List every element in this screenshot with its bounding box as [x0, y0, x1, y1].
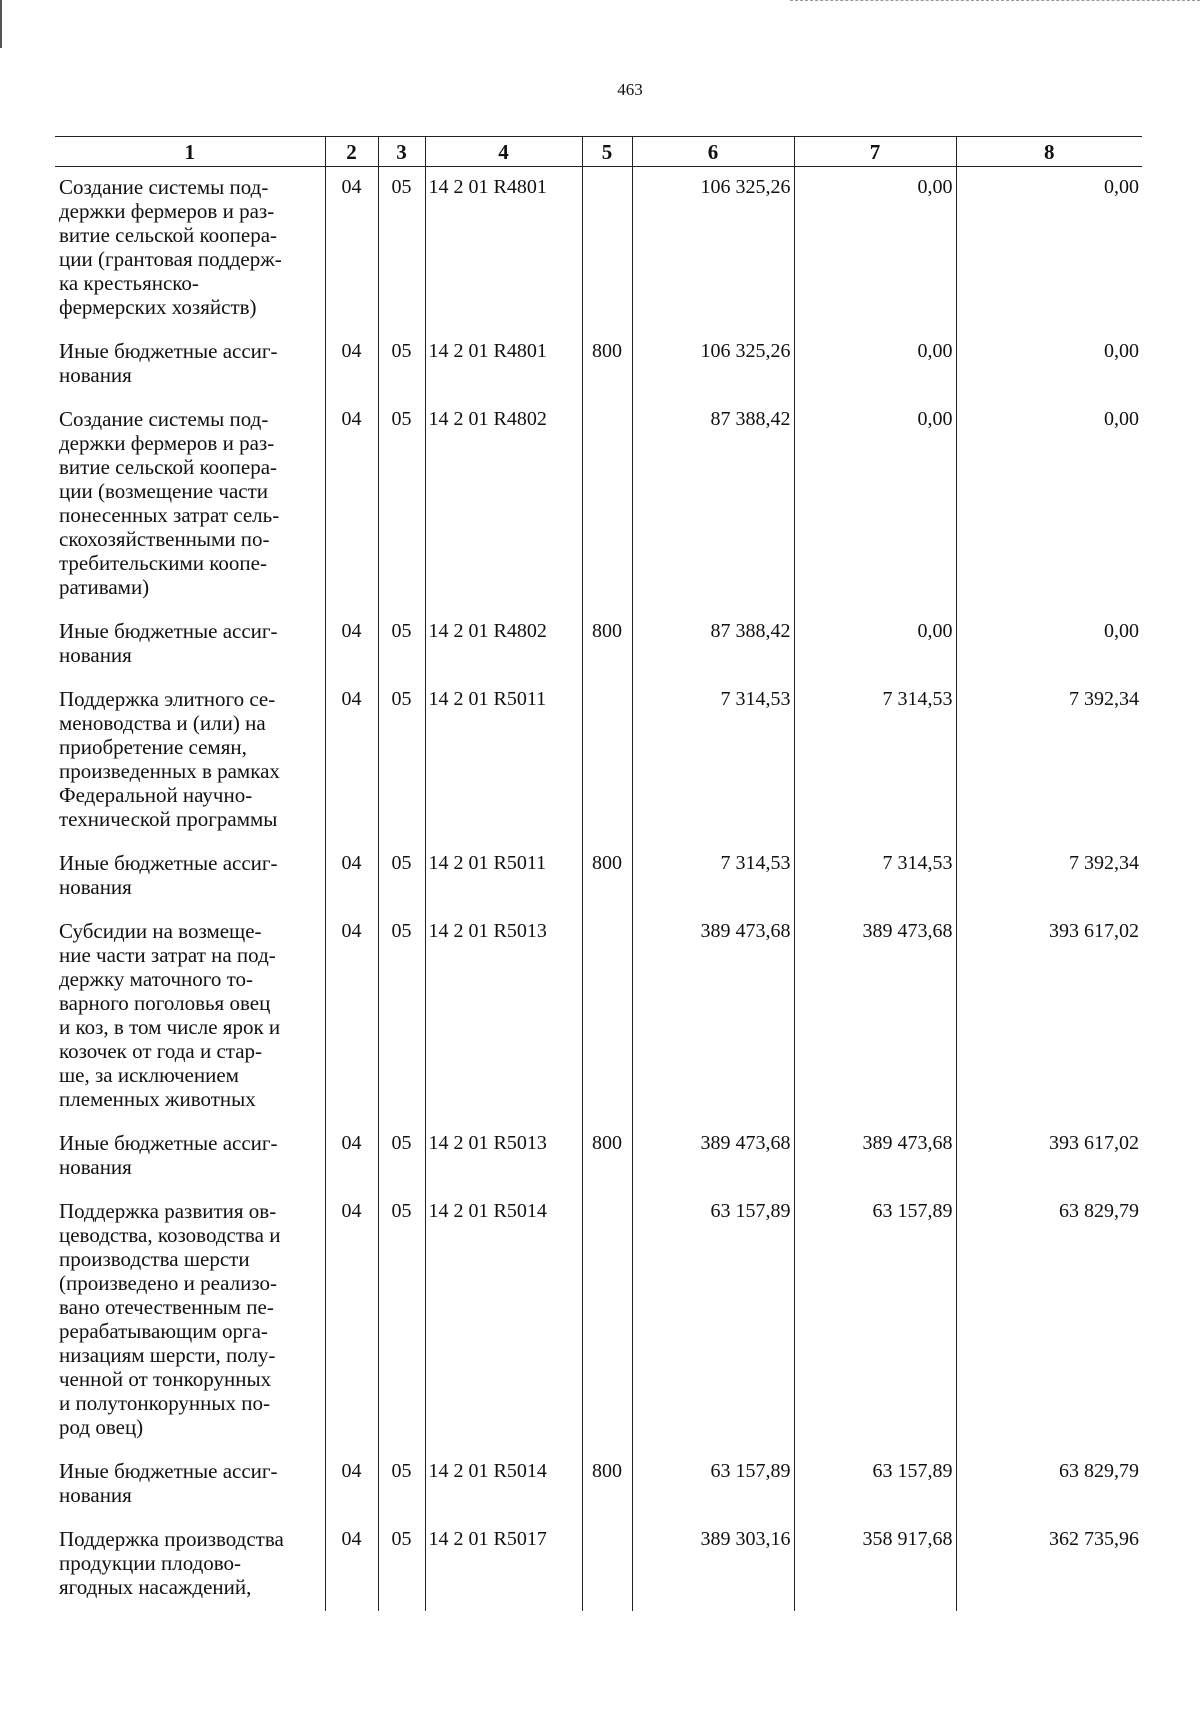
amount-col8-cell: 7 392,34	[956, 843, 1142, 911]
table-row	[55, 1451, 1142, 1519]
item-name-cell: Создание системы под- держки фермеров и раз- витие сельской коопера- ции (грантовая поддерж- ка крестьянско- фермерских хозяйств)	[59, 175, 282, 319]
section-code-cell: 04	[325, 1451, 378, 1519]
amount-col6-cell: 63 157,89	[632, 1451, 794, 1519]
scan-edge-top	[790, 0, 1200, 2]
target-article-cell: 14 2 01 R5014	[425, 1191, 582, 1451]
expense-type-cell: 800	[582, 843, 632, 911]
column-header: 5	[582, 137, 632, 167]
table-row	[55, 1519, 1142, 1611]
target-article-cell: 14 2 01 R5011	[425, 843, 582, 911]
section-code-cell: 04	[325, 611, 378, 679]
amount-col8-cell: 63 829,79	[956, 1191, 1142, 1451]
table-header-row	[55, 137, 1142, 167]
amount-col8-cell: 63 829,79	[956, 1451, 1142, 1519]
target-article-cell: 14 2 01 R5017	[425, 1519, 582, 1611]
column-header: 3	[378, 137, 425, 167]
amount-col6-cell: 87 388,42	[632, 611, 794, 679]
item-name-cell: Иные бюджетные ассиг- нования	[59, 1131, 278, 1179]
amount-col6-cell: 7 314,53	[632, 843, 794, 911]
table-row	[55, 331, 1142, 399]
target-article-cell: 14 2 01 R4801	[425, 167, 582, 332]
subsection-code-cell: 05	[378, 331, 425, 399]
amount-col7-cell: 389 473,68	[794, 911, 956, 1123]
expense-type-cell: 800	[582, 331, 632, 399]
subsection-code-cell: 05	[378, 911, 425, 1123]
amount-col8-cell: 393 617,02	[956, 911, 1142, 1123]
item-name-cell: Иные бюджетные ассиг- нования	[59, 1459, 278, 1507]
column-header: 1	[55, 137, 325, 167]
section-code-cell: 04	[325, 1519, 378, 1611]
section-code-cell: 04	[325, 679, 378, 843]
amount-col7-cell: 0,00	[794, 399, 956, 611]
table-body	[55, 167, 1142, 1612]
amount-col8-cell: 0,00	[956, 167, 1142, 332]
subsection-code-cell: 05	[378, 1123, 425, 1191]
section-code-cell: 04	[325, 331, 378, 399]
table-row	[55, 167, 1142, 332]
column-header: 6	[632, 137, 794, 167]
amount-col8-cell: 7 392,34	[956, 679, 1142, 843]
target-article-cell: 14 2 01 R4802	[425, 399, 582, 611]
column-header: 7	[794, 137, 956, 167]
item-name-cell: Субсидии на возмеще- ние части затрат на под- держку маточного то- варного поголовья овец и коз, в том числе ярок и козочек от года и стар- ше, за исключением племенных животных	[59, 919, 281, 1111]
subsection-code-cell: 05	[378, 1519, 425, 1611]
table-row	[55, 1123, 1142, 1191]
item-name-cell: Поддержка элитного се- меноводства и (или) на приобретение семян, произведенных в рамках Федеральной научно- технической программы	[59, 687, 280, 831]
section-code-cell: 04	[325, 911, 378, 1123]
scan-edge-left	[0, 0, 2, 48]
amount-col6-cell: 389 473,68	[632, 1123, 794, 1191]
column-header: 2	[325, 137, 378, 167]
table-row	[55, 911, 1142, 1123]
subsection-code-cell: 05	[378, 679, 425, 843]
subsection-code-cell: 05	[378, 167, 425, 332]
page-number: 463	[617, 80, 643, 99]
amount-col6-cell: 389 473,68	[632, 911, 794, 1123]
amount-col7-cell: 358 917,68	[794, 1519, 956, 1611]
amount-col7-cell: 63 157,89	[794, 1191, 956, 1451]
item-name-cell: Иные бюджетные ассиг- нования	[59, 339, 278, 387]
amount-col7-cell: 0,00	[794, 611, 956, 679]
expense-type-cell	[582, 679, 632, 843]
section-code-cell: 04	[325, 399, 378, 611]
amount-col8-cell: 393 617,02	[956, 1123, 1142, 1191]
amount-col7-cell: 0,00	[794, 167, 956, 332]
subsection-code-cell: 05	[378, 1191, 425, 1451]
expense-type-cell: 800	[582, 1123, 632, 1191]
expense-type-cell: 800	[582, 611, 632, 679]
amount-col6-cell: 106 325,26	[632, 331, 794, 399]
subsection-code-cell: 05	[378, 843, 425, 911]
amount-col6-cell: 63 157,89	[632, 1191, 794, 1451]
target-article-cell: 14 2 01 R4802	[425, 611, 582, 679]
expense-type-cell	[582, 911, 632, 1123]
target-article-cell: 14 2 01 R5013	[425, 911, 582, 1123]
budget-table	[55, 136, 1142, 1611]
target-article-cell: 14 2 01 R5013	[425, 1123, 582, 1191]
subsection-code-cell: 05	[378, 611, 425, 679]
amount-col6-cell: 7 314,53	[632, 679, 794, 843]
table-row	[55, 399, 1142, 611]
amount-col6-cell: 106 325,26	[632, 167, 794, 332]
item-name-cell: Поддержка развития ов- цеводства, козоводства и производства шерсти (произведено и реализо- вано отечественным пе- рерабатывающим орга- низациям шерсти, полу- ченной от тонкорунных и полутонкорунных по- род овец)	[59, 1199, 281, 1439]
subsection-code-cell: 05	[378, 1451, 425, 1519]
item-name-cell: Создание системы под- держки фермеров и раз- витие сельской коопера- ции (возмещение части понесенных затрат сель- скохозяйственными по- требительскими коопе- ративами)	[59, 407, 280, 599]
expense-type-cell	[582, 167, 632, 332]
amount-col6-cell: 389 303,16	[632, 1519, 794, 1611]
item-name-cell: Поддержка производства продукции плодово- ягодных насаждений,	[59, 1527, 284, 1599]
expense-type-cell: 800	[582, 1451, 632, 1519]
section-code-cell: 04	[325, 1123, 378, 1191]
item-name-cell: Иные бюджетные ассиг- нования	[59, 619, 278, 667]
section-code-cell: 04	[325, 843, 378, 911]
amount-col7-cell: 7 314,53	[794, 679, 956, 843]
item-name-cell: Иные бюджетные ассиг- нования	[59, 851, 278, 899]
amount-col8-cell: 362 735,96	[956, 1519, 1142, 1611]
column-header: 8	[956, 137, 1142, 167]
section-code-cell: 04	[325, 1191, 378, 1451]
subsection-code-cell: 05	[378, 399, 425, 611]
amount-col8-cell: 0,00	[956, 331, 1142, 399]
table-row	[55, 843, 1142, 911]
target-article-cell: 14 2 01 R5011	[425, 679, 582, 843]
table-row	[55, 611, 1142, 679]
amount-col8-cell: 0,00	[956, 611, 1142, 679]
target-article-cell: 14 2 01 R4801	[425, 331, 582, 399]
expense-type-cell	[582, 1191, 632, 1451]
amount-col8-cell: 0,00	[956, 399, 1142, 611]
table-row	[55, 679, 1142, 843]
section-code-cell: 04	[325, 167, 378, 332]
amount-col7-cell: 63 157,89	[794, 1451, 956, 1519]
expense-type-cell	[582, 1519, 632, 1611]
amount-col6-cell: 87 388,42	[632, 399, 794, 611]
expense-type-cell	[582, 399, 632, 611]
amount-col7-cell: 389 473,68	[794, 1123, 956, 1191]
amount-col7-cell: 0,00	[794, 331, 956, 399]
column-header: 4	[425, 137, 582, 167]
amount-col7-cell: 7 314,53	[794, 843, 956, 911]
target-article-cell: 14 2 01 R5014	[425, 1451, 582, 1519]
table-row	[55, 1191, 1142, 1451]
